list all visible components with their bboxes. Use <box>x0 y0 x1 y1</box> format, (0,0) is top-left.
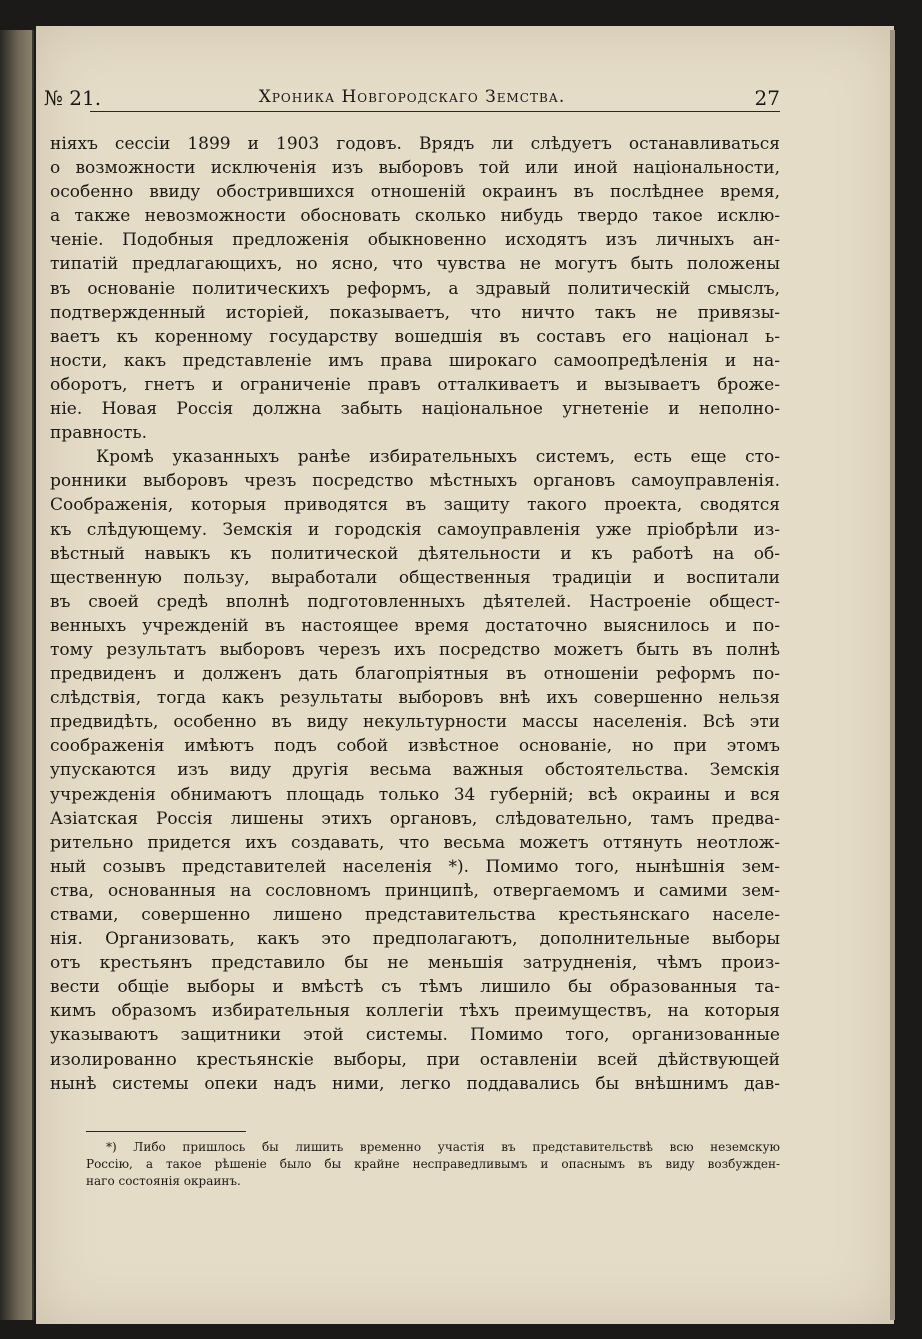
text-line: нія. Организовать, какъ это предполагаютъ, дополнительные выборы <box>50 929 780 950</box>
text-line: рительно придется ихъ создавать, что весьма можетъ оттянуть неотлож- <box>50 832 780 853</box>
text-line: ніяхъ сессіи 1899 и 1903 годовъ. Врядъ ли слѣдуетъ останавливаться <box>50 134 780 154</box>
footnote-line: *) Либо пришлось бы лишить временно участія въ представительствѣ всю неземскую <box>106 1140 780 1154</box>
text-line: нынѣ системы опеки надъ ними, легко поддавались бы внѣшнимъ дав- <box>50 1073 780 1094</box>
text-line: ства, основанныя на сословномъ принципѣ, отвергаемомъ и самими зем- <box>50 880 780 901</box>
text-line: Азіатская Россія лишены этихъ органовъ, слѣдовательно, тамъ предва- <box>50 808 780 829</box>
text-line: особенно ввиду обострившихся отношеній окраинъ въ послѣднее время, <box>50 182 780 203</box>
text-line: въ основаніе политическихъ реформъ, а здравый политическій смыслъ, <box>50 278 780 299</box>
text-line: ствами, совершенно лишено представительства крестьянскаго населе- <box>50 905 780 925</box>
text-line: венныхъ учрежденій въ настоящее время достаточно выяснилось и по- <box>50 615 780 636</box>
footnote-rule <box>86 1131 246 1132</box>
text-line: типатій предлагающихъ, но ясно, что чувства не могутъ быть положены <box>50 254 780 275</box>
text-line: Кромѣ указанныхъ ранѣе избирательныхъ системъ, есть еще сто- <box>96 447 780 468</box>
text-line: учрежденія обнимаютъ площадь только 34 губерній; всѣ окраины и вся <box>50 784 780 805</box>
running-title: Хроника Новгородскаго Земства. <box>258 87 566 107</box>
text-line: отъ крестьянъ представило бы не меньшія затрудненія, чѣмъ произ- <box>50 953 780 974</box>
text-line: ченіе. Подобныя предложенія обыкновенно исходятъ изъ личныхъ ан- <box>50 230 780 251</box>
text-line: кимъ образомъ избирательныя коллегіи тѣхъ преимуществъ, на которыя <box>50 1001 780 1022</box>
page-number: 27 <box>754 86 780 110</box>
footnote <box>86 1139 780 1190</box>
text-line: къ слѣдующему. Земскія и городскія самоуправленія уже пріобрѣли из- <box>50 519 780 540</box>
text-line: ности, какъ представленіе имъ права широкаго самоопредѣленія и на- <box>50 350 780 371</box>
text-line: о возможности исключенія изъ выборовъ той или иной національности, <box>50 158 780 179</box>
text-line: правность. <box>50 423 148 444</box>
text-line: ный созывъ представителей населенія *). Помимо того, нынѣшнія зем- <box>50 856 780 877</box>
header-rule <box>90 111 780 112</box>
text-line: щественную пользу, выработали общественныя традиціи и воспитали <box>50 567 780 588</box>
text-line: вѣстный навыкъ къ политической дѣятельности и къ работѣ на об- <box>50 543 780 564</box>
text-line: упускаются изъ виду другія весьма важныя обстоятельства. Земскія <box>50 760 780 781</box>
text-line: изолированно крестьянскіе выборы, при оставленіи всей дѣйствующей <box>50 1049 780 1070</box>
body-text <box>50 132 780 1096</box>
page-edge <box>890 30 895 1320</box>
text-line: а также невозможности обосновать сколько нибудь твердо такое исклю- <box>50 206 780 227</box>
text-line: вести общіе выборы и вмѣстѣ съ тѣмъ лишило бы образованныя та- <box>50 977 780 998</box>
text-line: Соображенія, которыя приводятся въ защиту такого проекта, сводятся <box>50 495 780 516</box>
issue-number: № 21. <box>44 86 102 110</box>
text-line: оборотъ, гнетъ и ограниченіе правъ отталкиваетъ и вызываетъ броже- <box>50 374 780 395</box>
text-line: соображенія имѣютъ подъ собой извѣстное основаніе, но при этомъ <box>50 736 780 757</box>
text-line: ронники выборовъ чрезъ посредство мѣстныхъ органовъ самоуправленія. <box>50 471 780 492</box>
text-line: въ своей средѣ вполнѣ подготовленныхъ дѣятелей. Настроеніе общест- <box>50 591 780 612</box>
text-line: ніе. Новая Россія должна забыть національное угнетеніе и неполно- <box>50 399 780 420</box>
text-line: тому результатъ выборовъ черезъ ихъ посредство можетъ быть въ полнѣ <box>50 639 780 660</box>
footnote-line: наго состоянія окраинъ. <box>86 1174 241 1188</box>
text-line: ваетъ къ коренному государству вошедшія въ составъ его націонал ь- <box>50 326 780 347</box>
text-line: слѣдствія, тогда какъ результаты выборовъ внѣ ихъ совершенно нельзя <box>50 688 780 709</box>
footnote-line: Россію, а такое рѣшеніе было бы крайне несправедливымъ и опаснымъ въ виду возбужден- <box>86 1157 780 1171</box>
running-header <box>44 86 780 112</box>
previous-page-edge <box>0 30 34 1320</box>
text-line: подтвержденный исторіей, показываетъ, что ничто такъ не привязы- <box>50 302 780 323</box>
text-line: указываютъ защитники этой системы. Помимо того, организованные <box>50 1025 780 1046</box>
text-line: предвидѣть, особенно въ виду некультурности массы населенія. Всѣ эти <box>50 712 780 733</box>
text-line: предвиденъ и долженъ дать благопріятныя въ отношеніи реформъ по- <box>50 664 780 685</box>
